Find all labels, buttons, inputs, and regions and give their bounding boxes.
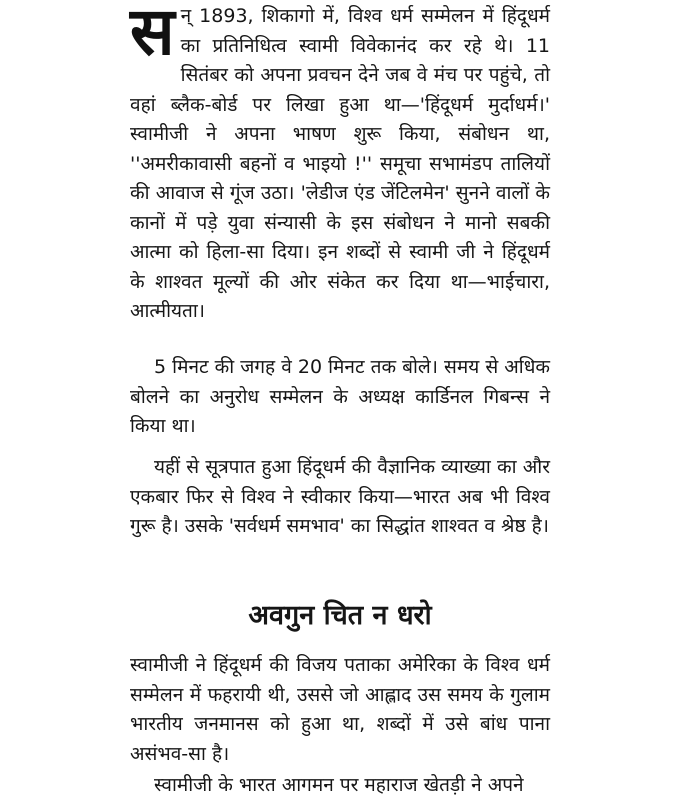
drop-cap: स <box>130 0 175 70</box>
paragraph-scientific-interpretation: यहीं से सूत्रपात हुआ हिंदूधर्म की वैज्ञानिक व्याख्या का और एकबार फिर से विश्व ने स्वीकार किया—भारत अब भी विश्व गुरू है। उसके 'सर्वधर्म समभाव' का सिद्धांत शाश्वत व श्रेष्ठ है। <box>130 456 550 537</box>
paragraph-victory-flag: स्वामीजी ने हिंदूधर्म की विजय पताका अमेरिका के विश्व धर्म सम्मेलन में फहरायी थी, उससे जो आह्लाद उस समय के गुलाम भारतीय जनमानस को हुआ था, शब्दों में उसे बांध पाना असंभव-सा है। <box>130 654 550 765</box>
paragraph-text: न् 1893, शिकागो में, विश्व धर्म सम्मेलन में हिंदूधर्म का प्रतिनिधित्व स्वामी विवेकानंद कर रहे थे। 11 सितंबर को अपना प्रवचन देने जब वे मंच पर पहुंचे, तो वहां ब्लैक-बोर्ड पर लिखा हुआ था—'हिंदूधर्म मुर्दाधर्म।' स्वामीजी ने अपना भाषण शुरू किया, संबोधन था, ''अमरीकावासी बहनों व भाइयो !'' समूचा सभामंडप तालियों की आवाज से गूंज उठा। 'लेडीज एंड जेंटिलमेन' सुनने वालों के कानों में पड़े युवा संन्यासी के इस संबोधन ने मानो सबकी आत्मा को हिला-सा दिया। इन शब्दों से स्वामी जी ने हिंदूधर्म के शाश्वत मूल्यों की ओर संकेत कर दिया था—भाईचारा, आत्मीयता। <box>130 5 550 322</box>
paragraph-speech-duration: 5 मिनट की जगह वे 20 मिनट तक बोले। समय से अधिक बोलने का अनुरोध सम्मेलन के अध्यक्ष कार्डिनल गिबन्स ने किया था। <box>130 356 550 437</box>
paragraph-chicago-speech <box>130 2 550 327</box>
section-heading: अवगुन चित न धरो <box>248 600 432 631</box>
paragraph-khetri-cut-off: स्वामीजी के भारत आगमन पर महाराज खेतड़ी ने अपने <box>154 774 524 796</box>
